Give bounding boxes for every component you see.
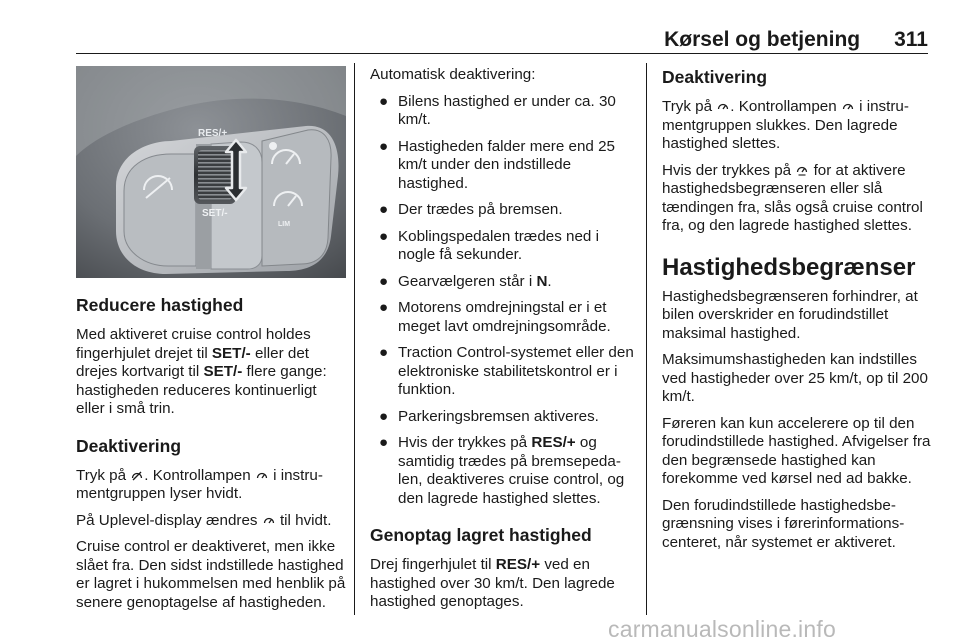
heading-resume-speed: Genoptag lagret hastighed	[370, 525, 592, 545]
list-item: ● Bilens hastighed er under ca. 30 km/t.	[379, 92, 616, 128]
list-item: ● Koblingspedalen trædes ned i nogle få sekunder.	[379, 227, 599, 263]
column-divider-2	[646, 63, 647, 615]
paragraph-limiter-intro: Hastighedsbegrænseren forhindrer, at bilen overskrider en forudindstillet maksimal hastighed.	[662, 287, 918, 342]
heading-deactivation: Deaktivering	[76, 435, 182, 456]
set-minus-label: SET/-	[202, 208, 228, 219]
list-item: ● Gearvælgeren står i N.	[379, 272, 552, 290]
lim-label: LIM	[278, 221, 291, 228]
speed-limiter-icon	[796, 164, 808, 176]
heading-speed-limiter: Hastighedsbegrænser	[662, 253, 916, 281]
paragraph-limiter-switch: Hvis der trykkes på for at aktivere hastighedsbegrænseren eller slå tændingen fra, slås også cruise control fra, og den lagrede hastighed slettes.	[662, 161, 923, 234]
cruise-indicator-icon	[256, 469, 268, 481]
cruise-cancel-icon	[131, 469, 143, 481]
paragraph-uplevel-display: På Uplevel-display ændres til hvidt.	[76, 511, 332, 529]
paragraph-limiter-max: Maksimumshastigheden kan indstilles ved hastigheder over 25 km/t, op til 200 km/t.	[662, 351, 928, 405]
chapter-title: Kørsel og betjening	[664, 28, 861, 51]
paragraph-resume-speed: Drej fingerhjulet til RES/+ ved en hastighed over 30 km/t. Den lagrede hastighed genoptages.	[370, 556, 615, 610]
list-item: ● Parkeringsbremsen aktiveres.	[379, 407, 599, 425]
list-item: ● Motorens omdrejningstal er i et meget lavt omdrejningsområde.	[379, 299, 611, 335]
watermark-text: carmanualsonline.info	[608, 616, 836, 642]
column-divider-1	[354, 63, 355, 615]
res-plus-label: RES/+	[198, 128, 228, 139]
heading-deactivation-2: Deaktivering	[662, 67, 768, 87]
heading-reduce-speed: Reducere hastighed	[76, 295, 244, 315]
auto-deactivation-intro: Automatisk deaktivering:	[370, 66, 536, 83]
list-item: ● Der trædes på bremsen.	[379, 201, 563, 218]
column-2	[370, 66, 636, 620]
page-number: 311	[894, 28, 928, 51]
steering-wheel-controls-photo	[76, 66, 346, 278]
cruise-indicator-icon	[842, 100, 854, 112]
paragraph-limiter-display: Den forudindstillede hastighedsbegrænsning vises i førerinformationscenteret, når systemet er aktiveret.	[662, 496, 905, 551]
paragraph-limiter-accelerate: Føreren kan kun accelerere op til den forudindstillede hastighed. Afvigelser fra den begrænsede hastighed kan forekomme ved kørsel ned ad bakke.	[662, 414, 931, 487]
list-item: ● Hastigheden falder mere end 25 km/t under den indstillede hastighed.	[379, 137, 615, 192]
auto-deactivation-list	[370, 93, 636, 509]
paragraph-reduce-speed: Med aktiveret cruise control holdes fingerhjulet drejet til SET/- eller det drejes kortvarigt til SET/- flere gange: hastigheden reduceres kontinuerligt eller i små trin.	[76, 326, 327, 417]
header-rule	[76, 53, 928, 54]
page-header	[76, 28, 928, 54]
column-1	[76, 294, 346, 620]
list-item: ● Hvis der trykkes på RES/+ og samtidig trædes på bremsepedalen, deaktiveres cruise control, og den lagrede hastighed slettes.	[379, 434, 625, 507]
paragraph-deactivation-off: Tryk på . Kontrollampen i instrumentgruppen slukkes. Den lagrede hastighed slettes.	[662, 98, 909, 152]
paragraph-cruise-deactivated: Cruise control er deaktiveret, men ikke slået fra. Den sidst indstillede hastighed er lagret i hukommelsen med henblik på senere genoptagelse af hastigheden.	[76, 538, 346, 611]
cruise-indicator-icon	[263, 514, 275, 526]
paragraph-deactivation-press: Tryk på . Kontrollampen i instrumentgruppen lyser hvidt.	[76, 466, 323, 502]
list-item: ● Traction Control-systemet eller den elektroniske stabilitetskontrol er i funktion.	[379, 344, 634, 398]
cruise-on-off-icon	[717, 100, 729, 112]
column-3	[662, 66, 934, 560]
